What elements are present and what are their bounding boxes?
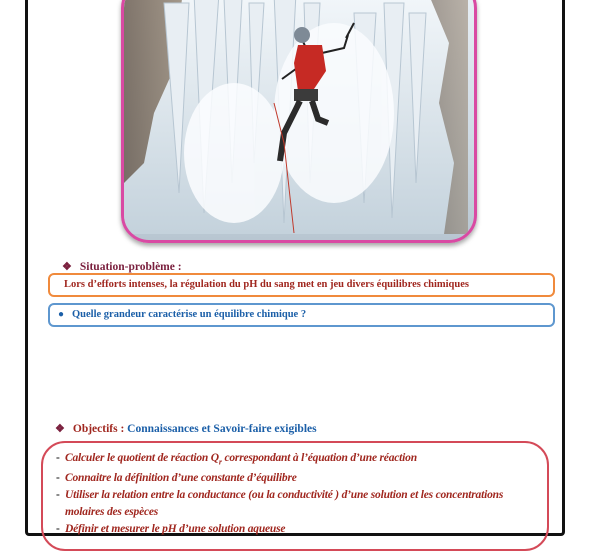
diamond-bullet-icon: ❖ — [55, 423, 65, 435]
list-item — [56, 470, 546, 487]
objectives-title: Connaissances et Savoir-faire exigibles — [127, 423, 317, 435]
objective-text-cont: molaires des espèces — [65, 506, 159, 519]
objective-text: Connaitre la définition d’une constante d’équilibre — [65, 472, 297, 485]
question-box — [48, 303, 555, 327]
dash-bullet: - — [56, 489, 60, 502]
objectives-heading — [55, 422, 317, 435]
dash-bullet: - — [56, 452, 60, 464]
ice-climber-photo — [121, 0, 477, 243]
situation-text: Lors d’efforts intenses, la régulation du pH du sang met en jeu divers équilibres chimiques — [64, 279, 469, 290]
question-text: Quelle grandeur caractérise un équilibre chimique ? — [72, 309, 307, 320]
diamond-bullet-icon: ❖ — [62, 261, 72, 273]
situation-heading-text: Situation-problème : — [79, 261, 182, 273]
objective-text-cont: correspondant à l’équation d’une réaction — [221, 452, 417, 464]
objective-text: Utiliser la relation entre la conductance (ou la conductivité ) d’une solution et les concentrations — [65, 489, 504, 502]
list-item — [56, 521, 546, 538]
bullet-dot-icon: ● — [58, 309, 65, 320]
objectives-label: Objectifs : — [72, 423, 125, 435]
dash-bullet: - — [56, 523, 60, 536]
ice-climber-illustration — [124, 0, 468, 234]
list-item — [56, 487, 546, 521]
objective-text: Calculer le quotient de réaction Q — [65, 452, 219, 464]
situation-heading — [62, 260, 182, 273]
objective-text: Définir et mesurer le pH d’une solution aqueuse — [65, 523, 286, 536]
dash-bullet: - — [56, 472, 60, 485]
situation-box — [48, 273, 555, 297]
list-item — [56, 450, 546, 470]
objective-subscript: r — [218, 457, 222, 467]
objectives-list — [56, 450, 546, 538]
